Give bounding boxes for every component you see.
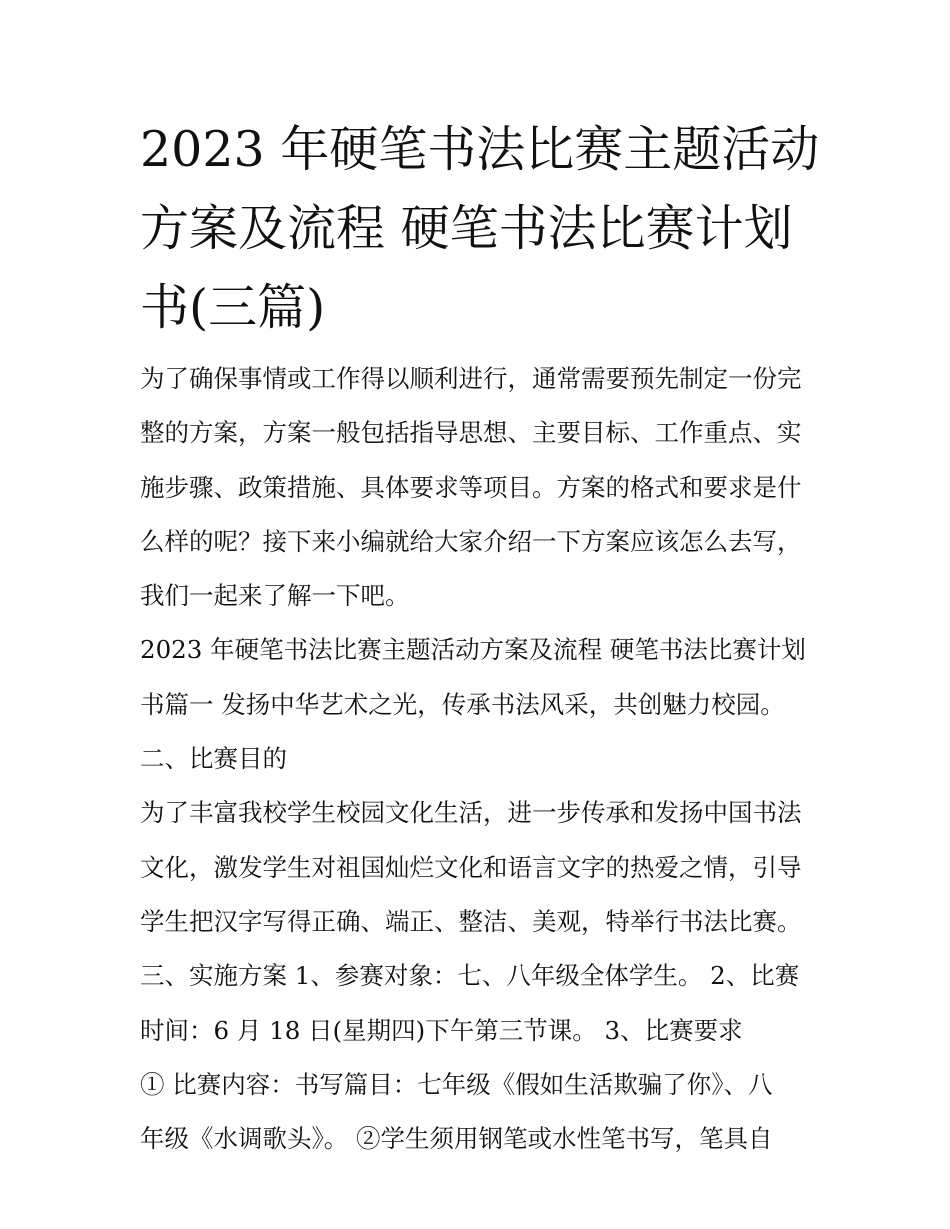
body-line: ① 比赛内容：书写篇目：七年级《假如生活欺骗了你》、八 [140, 1069, 773, 1099]
document-body [140, 352, 830, 1166]
body-line: 文化，激发学生对祖国灿烂文化和语言文字的热爱之情，引导 [140, 852, 802, 882]
body-line: 我们一起来了解一下吧。 [140, 581, 410, 611]
title-line-1: 2023 年硬笔书法比赛主题活动 [140, 121, 820, 178]
body-line: 时间：6 月 18 日(星期四)下午第三节课。 3、比赛要求 [140, 1015, 743, 1045]
body-line: 书篇一 发扬中华艺术之光，传承书法风采，共创魅力校园。 [140, 689, 785, 719]
section-heading: 二、比赛目的 [140, 744, 287, 774]
title-line-2: 方案及流程 硬笔书法比赛计划 [140, 200, 793, 257]
body-line: 年级《水调歌头》。 ②学生须用钢笔或水性笔书写，笔具自 [140, 1124, 773, 1154]
document-title [140, 110, 830, 347]
body-line: 为了确保事情或工作得以顺利进行，通常需要预先制定一份完 [140, 364, 802, 393]
body-line: 2023 年硬笔书法比赛主题活动方案及流程 硬笔书法比赛计划 [140, 635, 806, 665]
body-line: 学生把汉字写得正确、端正、整洁、美观，特举行书法比赛。 [140, 906, 802, 936]
body-line: 么样的呢？接下来小编就给大家介绍一下方案应该怎么去写， [140, 526, 802, 556]
body-line: 为了丰富我校学生校园文化生活，进一步传承和发扬中国书法 [140, 798, 802, 828]
body-line: 三、实施方案 1、参赛对象：七、八年级全体学生。 2、比赛 [140, 961, 800, 991]
body-line: 整的方案，方案一般包括指导思想、主要目标、工作重点、实 [140, 418, 802, 448]
title-line-3: 书(三篇) [140, 279, 326, 336]
body-line: 施步骤、政策措施、具体要求等项目。方案的格式和要求是什 [140, 472, 802, 502]
